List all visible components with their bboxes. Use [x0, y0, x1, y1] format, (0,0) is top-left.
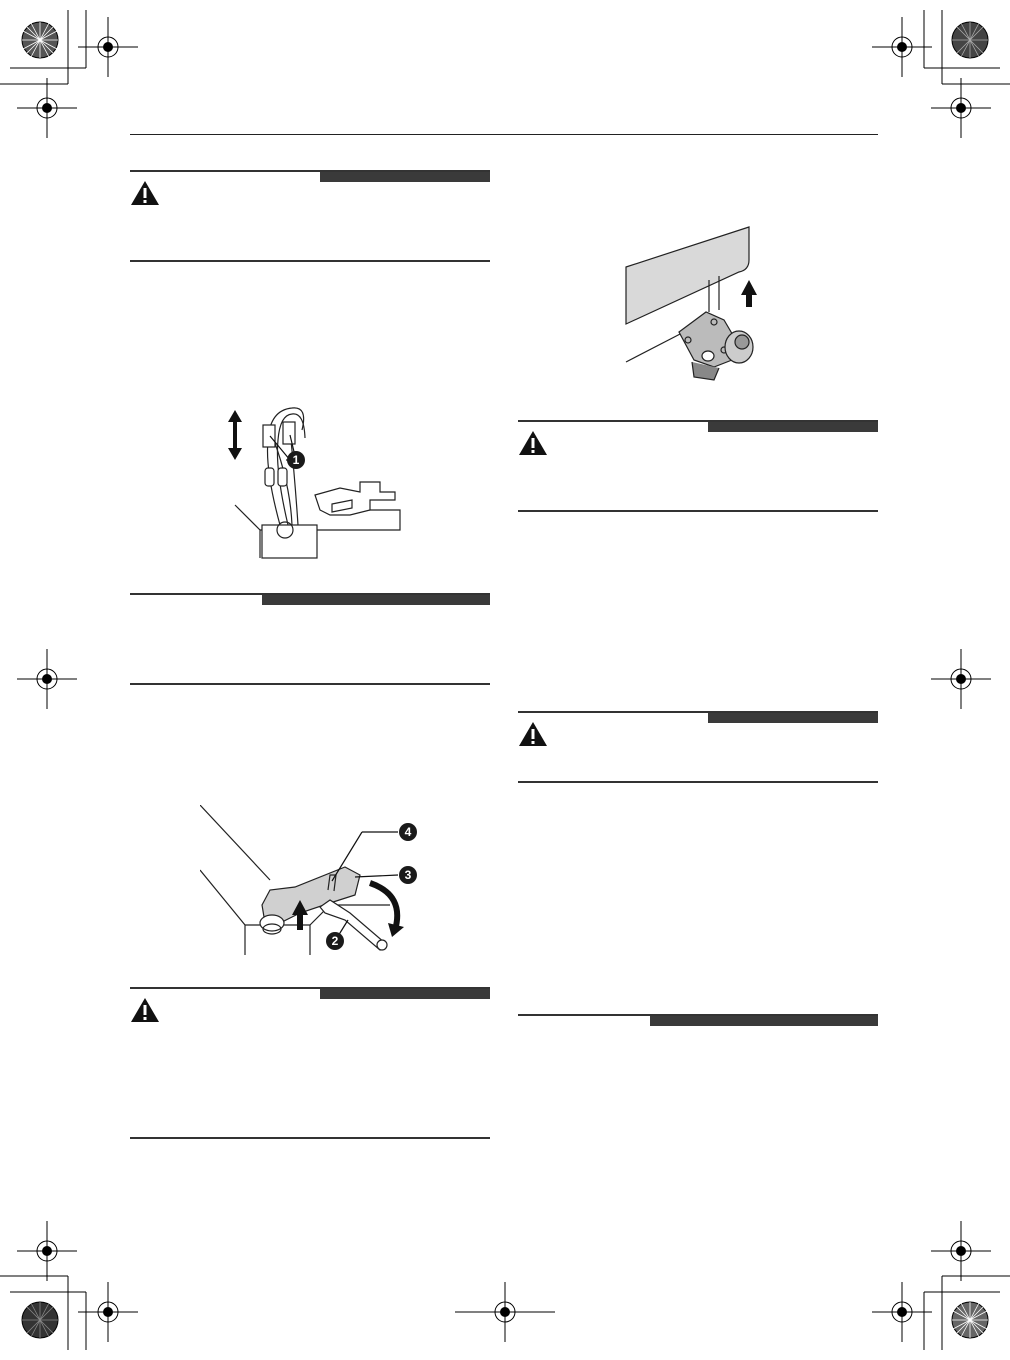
warning-header: [130, 987, 490, 999]
registration-mark-icon: [872, 1282, 932, 1342]
registration-mark-icon: [455, 1282, 555, 1342]
registration-mark-icon: [17, 78, 77, 138]
warning-header: [518, 711, 878, 723]
warning-footer-rule: [130, 260, 490, 262]
callout-marker: 4: [399, 823, 417, 841]
note-footer-rule: [130, 683, 490, 685]
registration-mark-icon: [17, 1221, 77, 1281]
registration-mark-icon: [931, 1221, 991, 1281]
registration-mark-icon: [931, 78, 991, 138]
note-header: [518, 1014, 878, 1026]
hinge-figure: [200, 805, 430, 960]
warning-triangle-icon: [130, 180, 160, 206]
warning-triangle-icon: [518, 721, 548, 747]
callout-marker: 1: [287, 451, 305, 469]
registration-mark-icon: [17, 649, 77, 709]
callout-marker: 3: [399, 866, 417, 884]
color-wheel-icon: [20, 1300, 60, 1340]
warning-footer-rule: [130, 1137, 490, 1139]
color-wheel-icon: [950, 20, 990, 60]
warning-header: [518, 420, 878, 432]
registration-mark-icon: [78, 1282, 138, 1342]
door-hinge-figure: [624, 222, 784, 387]
registration-mark-icon: [78, 17, 138, 77]
registration-mark-icon: [931, 649, 991, 709]
warning-footer-rule: [518, 781, 878, 783]
registration-mark-icon: [872, 17, 932, 77]
warning-triangle-icon: [130, 997, 160, 1023]
color-wheel-icon: [20, 20, 60, 60]
note-header: [130, 593, 490, 605]
callout-marker: 2: [326, 932, 344, 950]
warning-footer-rule: [518, 510, 878, 512]
warning-triangle-icon: [518, 430, 548, 456]
warning-header: [130, 170, 490, 182]
page-header-rule: [130, 134, 878, 135]
color-wheel-icon: [950, 1300, 990, 1340]
wire-connector-figure: [220, 400, 420, 560]
